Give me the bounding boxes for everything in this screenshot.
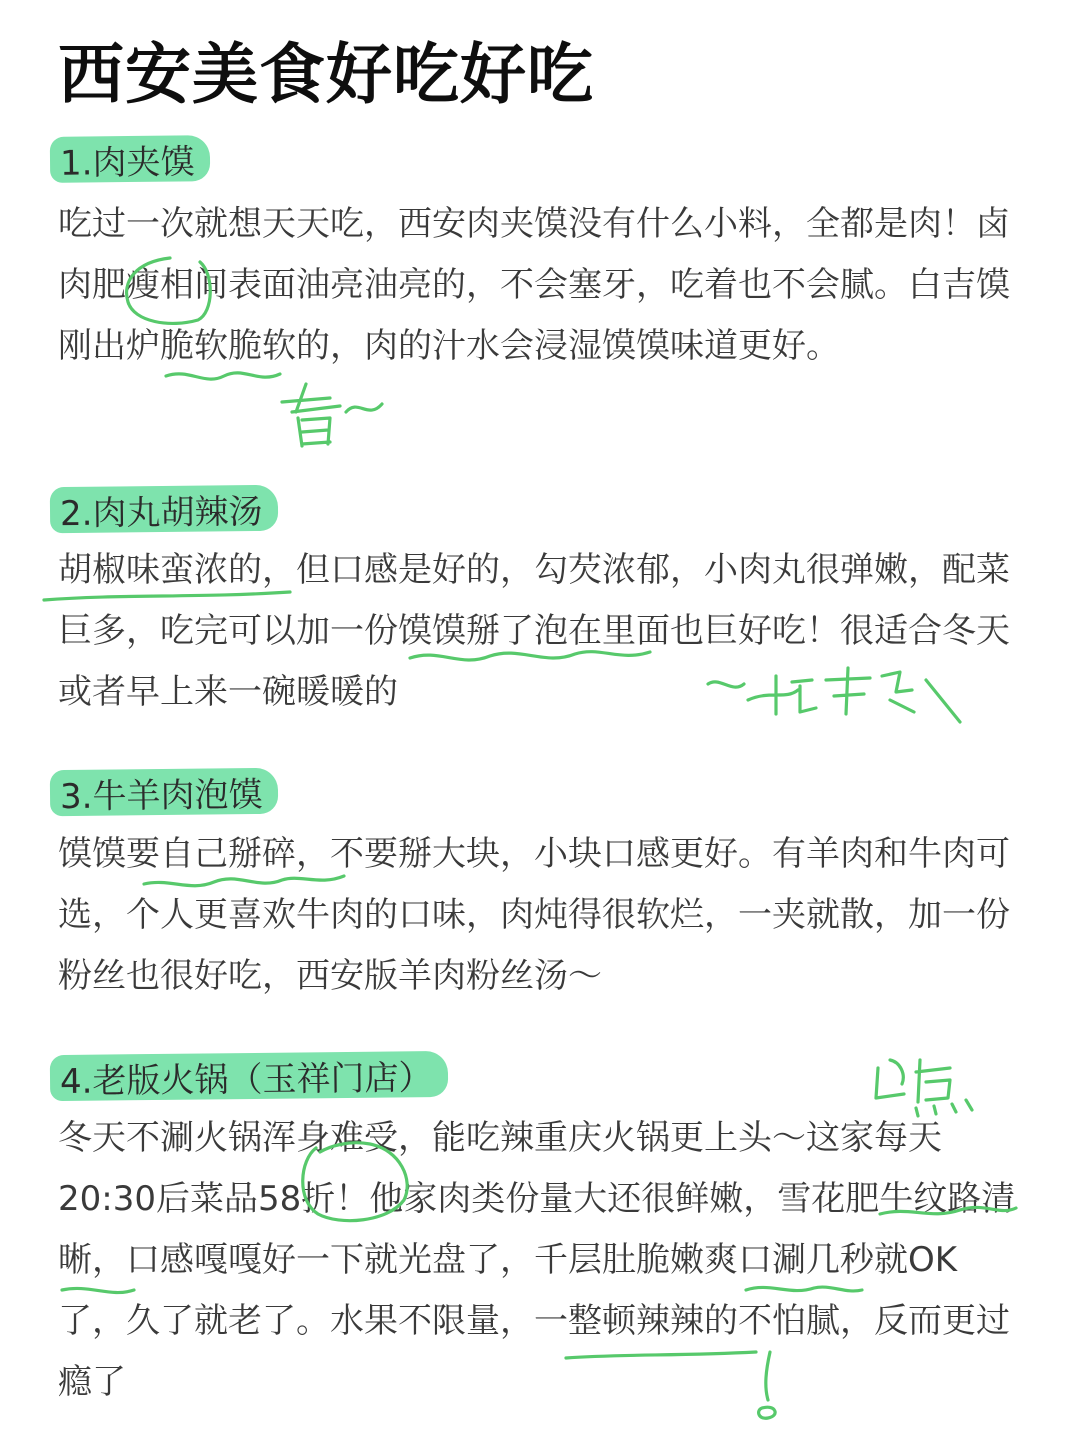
section-body-paomo: 馍馍要自己掰碎，不要掰大块，小块口感更好。有羊肉和牛肉可选，个人更喜欢牛肉的口味，肉炖得很软烂，一夹就散，加一份粉丝也很好吃，西安版羊肉粉丝汤～ bbox=[58, 834, 1010, 996]
section-body-roujiamo: 吃过一次就想天天吃，西安肉夹馍没有什么小料，全都是肉！卤肉肥瘦相间表面油亮油亮的，不会塞牙，吃着也不会腻。白吉馍刚出炉脆软脆软的，肉的汁水会浸湿馍馍味道更好。 bbox=[58, 204, 1010, 366]
page-title: 西安美食好吃好吃 bbox=[58, 36, 594, 113]
section-heading-roujiamo: 1.肉夹馍 bbox=[50, 135, 211, 183]
section-heading-paomo: 3.牛羊肉泡馍 bbox=[50, 768, 279, 816]
handnote-xiang bbox=[282, 384, 382, 446]
section-body-huoguo: 冬天不涮火锅浑身难受，能吃辣重庆火锅更上头～这家每天20:30后菜品58折！他家肉类份量大还很鲜嫩，雪花肥牛纹路清晰，口感嘎嘎好一下就光盘了，千层肚脆嫩爽口涮几秒就OK了，久了就老了。水果不限量，一整顿辣辣的不怕腻，反而更过瘾了 bbox=[58, 1118, 1016, 1402]
section-body-hulatang: 胡椒味蛮浓的，但口感是好的，勾芡浓郁，小肉丸很弹嫩，配菜巨多，吃完可以加一份馍馍掰了泡在里面也巨好吃！很适合冬天或者早上来一碗暖暖的 bbox=[58, 550, 1010, 712]
section-heading-hulatang: 2.肉丸胡辣汤 bbox=[50, 485, 279, 533]
section-heading-huoguo: 4.老版火锅（玉祥门店） bbox=[50, 1051, 449, 1101]
